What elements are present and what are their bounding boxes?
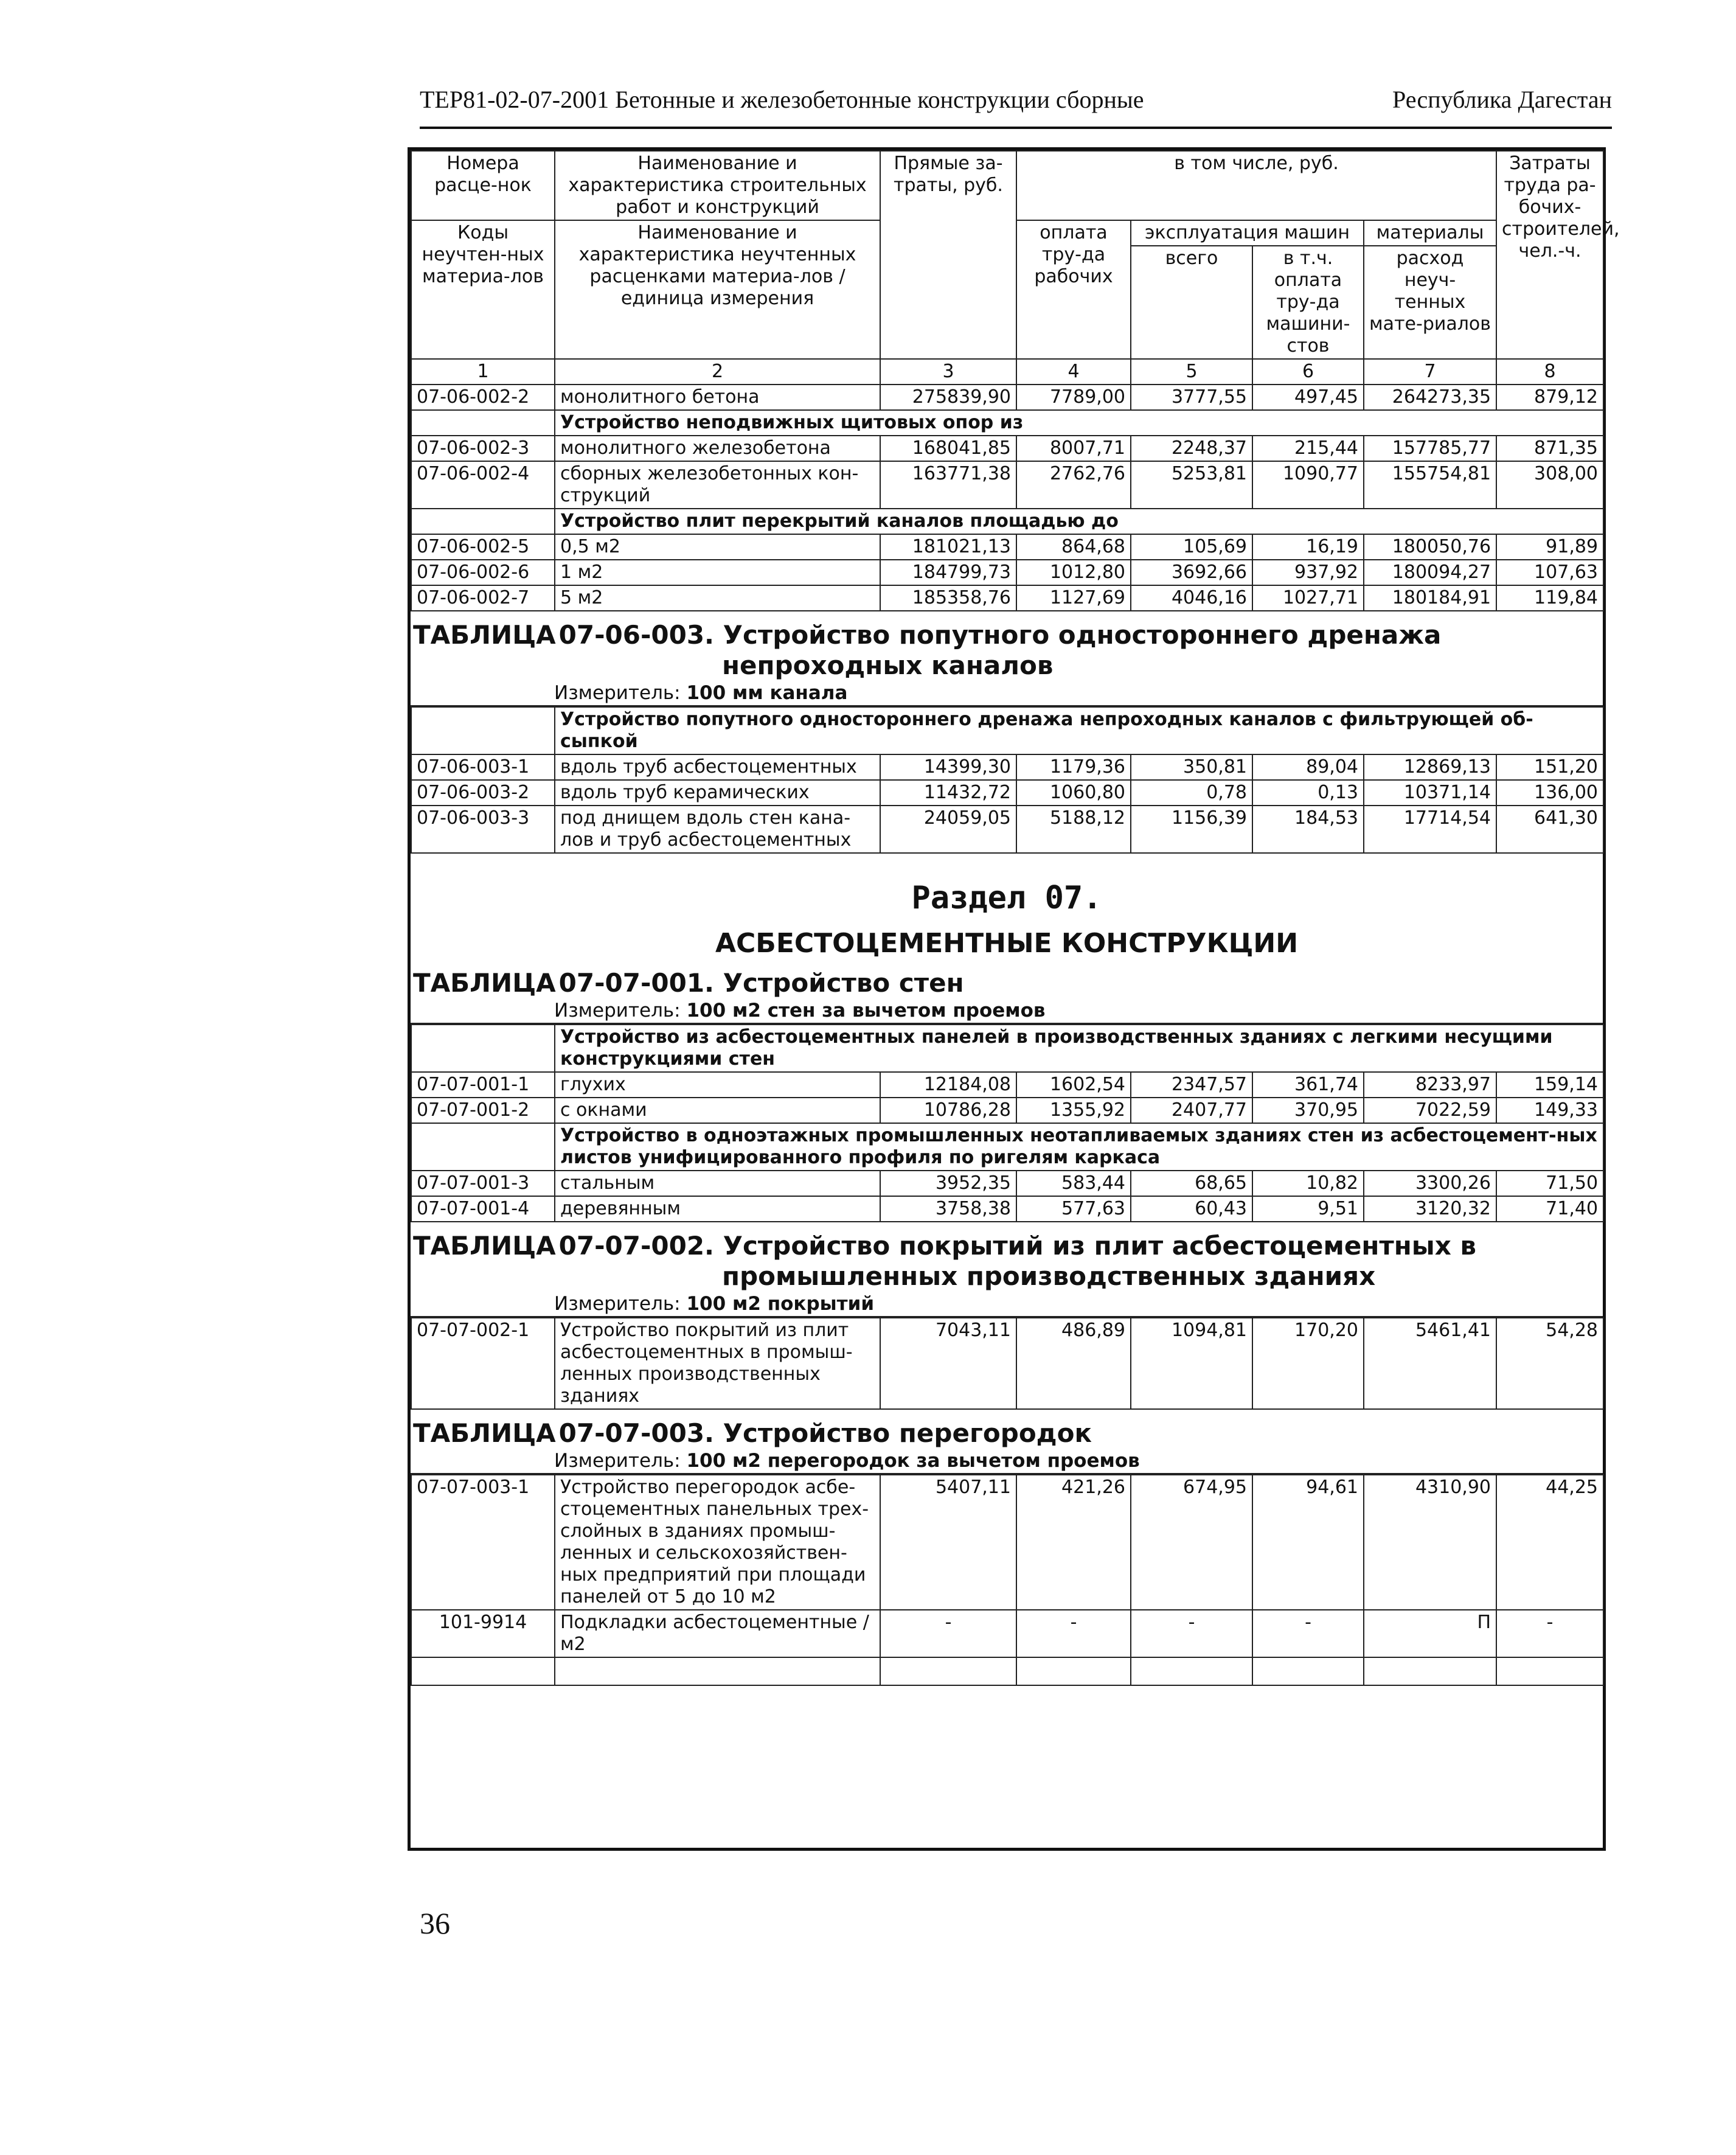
work-name: монолитного железобетона (555, 436, 880, 461)
table-row-empty (411, 1657, 1603, 1685)
machines-total: 105,69 (1131, 534, 1252, 560)
materials: 17714,54 (1364, 806, 1496, 853)
col-num: 5 (1131, 359, 1252, 385)
col-header-direct-costs: Прямые за-траты, руб. (880, 151, 1016, 359)
machines-total: 1156,39 (1131, 806, 1252, 853)
machines-total: 4046,16 (1131, 585, 1252, 611)
operator-pay: 170,20 (1252, 1318, 1364, 1409)
table-code: 07-06-003. (558, 620, 715, 650)
labor: 151,20 (1496, 754, 1603, 780)
labor: 71,50 (1496, 1171, 1603, 1196)
group-title: Устройство в одноэтажных промышленных неотапливаемых зданиях стен из асбестоцемент-ных листов унифицированного профиля по ригелям каркаса (555, 1123, 1603, 1171)
labor: 641,30 (1496, 806, 1603, 853)
table-row (411, 1072, 1603, 1098)
col-num: 3 (880, 359, 1016, 385)
table-name: Устройство перегородок (723, 1418, 1092, 1448)
main-frame (408, 147, 1620, 1851)
blank-cell (411, 410, 555, 436)
rate-code: 07-06-003-2 (411, 780, 555, 806)
blank-cell (1131, 1657, 1252, 1685)
blank-cell (1496, 1657, 1603, 1685)
rate-code: 07-06-002-2 (411, 385, 555, 410)
labor: 136,00 (1496, 780, 1603, 806)
measure-value: 100 м2 стен за вычетом проемов (686, 1000, 1046, 1022)
blank-cell (555, 1657, 880, 1685)
operator-pay: 937,92 (1252, 560, 1364, 585)
table-code: 07-07-001. (558, 968, 715, 998)
section-subtitle: АСБЕСТОЦЕМЕНТНЫЕ КОНСТРУКЦИИ (715, 928, 1299, 959)
blank-cell (411, 509, 555, 534)
group-title: Устройство из асбестоцементных панелей в производственных зданиях с легкими несущими конструкциями стен (555, 1025, 1603, 1072)
materials: 157785,77 (1364, 436, 1496, 461)
direct-costs: 3758,38 (880, 1196, 1016, 1222)
table-code: 07-07-003. (558, 1418, 715, 1448)
work-name: стальным (555, 1171, 880, 1196)
direct-costs: 24059,05 (880, 806, 1016, 853)
work-name: 0,5 м2 (555, 534, 880, 560)
direct-costs: 185358,76 (880, 585, 1016, 611)
labor: 879,12 (1496, 385, 1603, 410)
table-row (411, 461, 1603, 509)
rates-table-top (411, 150, 1620, 611)
rate-code: 07-07-001-2 (411, 1098, 555, 1123)
column-number-row (411, 359, 1603, 385)
labor: 71,40 (1496, 1196, 1603, 1222)
operator-pay: 94,61 (1252, 1475, 1364, 1610)
worker-pay: 1179,36 (1016, 754, 1131, 780)
labor: 107,63 (1496, 560, 1603, 585)
worker-pay: 1127,69 (1016, 585, 1131, 611)
table-label: ТАБЛИЦА (413, 968, 556, 998)
col-num: 1 (411, 359, 555, 385)
rate-code: 07-07-003-1 (411, 1475, 555, 1610)
direct-costs: 163771,38 (880, 461, 1016, 509)
work-name: деревянным (555, 1196, 880, 1222)
rates-table-07-07-002 (411, 1317, 1604, 1410)
table-label: ТАБЛИЦА (413, 1418, 556, 1448)
machines-total: 3692,66 (1131, 560, 1252, 585)
material-name: Подкладки асбестоцементные / м2 (555, 1610, 880, 1657)
measure-unit (411, 1449, 1603, 1474)
table-row (411, 436, 1603, 461)
direct-costs: 14399,30 (880, 754, 1016, 780)
table-label: ТАБЛИЦА (413, 620, 556, 650)
direct-costs: 168041,85 (880, 436, 1016, 461)
table-title (411, 611, 1603, 681)
machines-total: - (1131, 1610, 1252, 1657)
worker-pay: 1012,80 (1016, 560, 1131, 585)
running-header (420, 85, 1612, 128)
table-row (411, 780, 1603, 806)
col-header-materials: материалы (1364, 220, 1496, 246)
materials: П (1364, 1610, 1496, 1657)
worker-pay: 5188,12 (1016, 806, 1131, 853)
table-row (411, 585, 1603, 611)
rate-code: 07-06-002-7 (411, 585, 555, 611)
direct-costs: 10786,28 (880, 1098, 1016, 1123)
blank-cell (411, 707, 555, 754)
measure-label: Измеритель: (554, 682, 681, 704)
materials: 5461,41 (1364, 1318, 1496, 1409)
rate-code: 07-07-001-3 (411, 1171, 555, 1196)
materials: 180050,76 (1364, 534, 1496, 560)
rates-table-07-06-003 (411, 706, 1604, 854)
materials: 264273,35 (1364, 385, 1496, 410)
materials: 4310,90 (1364, 1475, 1496, 1610)
table-row (411, 1610, 1603, 1657)
table-name: Устройство стен (723, 968, 964, 998)
machines-total: 2248,37 (1131, 436, 1252, 461)
materials: 10371,14 (1364, 780, 1496, 806)
materials: 180094,27 (1364, 560, 1496, 585)
rates-table-07-07-003 (411, 1474, 1604, 1686)
blank-cell (1016, 1657, 1131, 1685)
work-name: вдоль труб асбестоцементных (555, 754, 880, 780)
rate-code: 07-07-001-1 (411, 1072, 555, 1098)
col-header-unaccounted: расход неуч-тенных мате-риалов (1364, 246, 1496, 359)
work-name: под днищем вдоль стен кана-лов и труб асбестоцементных (555, 806, 880, 853)
work-name: Устройство покрытий из плит асбестоцементных в промыш-ленных производственных зданиях (555, 1318, 880, 1409)
col-num: 4 (1016, 359, 1131, 385)
work-name: 1 м2 (555, 560, 880, 585)
labor: 54,28 (1496, 1318, 1603, 1409)
col-header-worker-pay: оплата тру-да рабочих (1016, 220, 1131, 359)
materials: 155754,81 (1364, 461, 1496, 509)
operator-pay: 0,13 (1252, 780, 1364, 806)
col-header-labor: Затраты труда ра-бочих-строителей, чел.-ч. (1496, 151, 1603, 359)
document-title: ТЕР81-02-07-2001 Бетонные и железобетонные конструкции сборные (420, 86, 1144, 113)
direct-costs: - (880, 1610, 1016, 1657)
labor: 149,33 (1496, 1098, 1603, 1123)
rate-code: 07-07-001-4 (411, 1196, 555, 1222)
table-name: Устройство покрытий из плит асбестоцементных в (723, 1231, 1477, 1261)
rate-code: 07-06-002-6 (411, 560, 555, 585)
rate-code: 07-06-002-5 (411, 534, 555, 560)
table-title (411, 968, 1603, 998)
work-name: 5 м2 (555, 585, 880, 611)
section-title: Раздел 07. (911, 880, 1102, 916)
machines-total: 2347,57 (1131, 1072, 1252, 1098)
table-row (411, 1196, 1603, 1222)
col-header-machines: эксплуатация машин (1131, 220, 1364, 246)
page-number: 36 (420, 1906, 450, 1940)
worker-pay: 1602,54 (1016, 1072, 1131, 1098)
worker-pay: 2762,76 (1016, 461, 1131, 509)
measure-value: 100 м2 перегородок за вычетом проемов (686, 1450, 1140, 1472)
table-row (411, 560, 1603, 585)
col-header-material-codes: Коды неучтен-ных материа-лов (411, 220, 555, 359)
blank-cell (411, 1123, 555, 1171)
operator-pay: 1090,77 (1252, 461, 1364, 509)
table-row (411, 1171, 1603, 1196)
blank-cell (411, 1025, 555, 1072)
table-title (411, 1222, 1603, 1292)
col-header-including: в том числе, руб. (1016, 151, 1496, 220)
work-name: с окнами (555, 1098, 880, 1123)
col-header-operator-pay: в т.ч. оплата тру-да машини-стов (1252, 246, 1364, 359)
materials: 7022,59 (1364, 1098, 1496, 1123)
table-row (411, 385, 1603, 410)
materials: 180184,91 (1364, 585, 1496, 611)
work-name: вдоль труб керамических (555, 780, 880, 806)
group-title: Устройство неподвижных щитовых опор из (555, 410, 1603, 436)
work-name: глухих (555, 1072, 880, 1098)
col-header-rate-no: Номера расце-нок (411, 151, 555, 220)
materials: 8233,97 (1364, 1072, 1496, 1098)
operator-pay: 184,53 (1252, 806, 1364, 853)
blank-cell (411, 1657, 555, 1685)
measure-value: 100 мм канала (686, 682, 848, 704)
table-name: Устройство попутного одностороннего дренажа (723, 620, 1442, 650)
materials: 3120,32 (1364, 1196, 1496, 1222)
table-name-cont: промышленных производственных зданиях (722, 1261, 1376, 1291)
direct-costs: 181021,13 (880, 534, 1016, 560)
materials: 12869,13 (1364, 754, 1496, 780)
worker-pay: 577,63 (1016, 1196, 1131, 1222)
operator-pay: - (1252, 1610, 1364, 1657)
group-title: Устройство плит перекрытий каналов площадью до (555, 509, 1603, 534)
direct-costs: 11432,72 (880, 780, 1016, 806)
machines-total: 3777,55 (1131, 385, 1252, 410)
rate-code: 07-06-003-3 (411, 806, 555, 853)
region-name: Республика Дагестан (1392, 86, 1612, 113)
table-code: 07-07-002. (558, 1231, 715, 1261)
worker-pay: 864,68 (1016, 534, 1131, 560)
machines-total: 60,43 (1131, 1196, 1252, 1222)
operator-pay: 1027,71 (1252, 585, 1364, 611)
operator-pay: 370,95 (1252, 1098, 1364, 1123)
direct-costs: 184799,73 (880, 560, 1016, 585)
table-row (411, 1475, 1603, 1610)
table-row (411, 1318, 1603, 1409)
operator-pay: 89,04 (1252, 754, 1364, 780)
blank-cell (1252, 1657, 1364, 1685)
measure-unit (411, 681, 1603, 706)
section-heading (411, 854, 1603, 968)
table-row (411, 754, 1603, 780)
group-title: Устройство попутного одностороннего дренажа непроходных каналов с фильтрующей об-сыпкой (555, 707, 1603, 754)
worker-pay: 583,44 (1016, 1171, 1131, 1196)
labor: 308,00 (1496, 461, 1603, 509)
col-header-material-name: Наименование и характеристика неучтенных расценками материа-лов / единица измерения (555, 220, 880, 359)
direct-costs: 3952,35 (880, 1171, 1016, 1196)
col-header-work-name: Наименование и характеристика строительных работ и конструкций (555, 151, 880, 220)
operator-pay: 16,19 (1252, 534, 1364, 560)
rate-code: 07-06-002-3 (411, 436, 555, 461)
worker-pay: 421,26 (1016, 1475, 1131, 1610)
col-num: 7 (1364, 359, 1496, 385)
labor: 44,25 (1496, 1475, 1603, 1610)
operator-pay: 497,45 (1252, 385, 1364, 410)
material-code: 101-9914 (411, 1610, 555, 1657)
work-name: сборных железобетонных кон-струкций (555, 461, 880, 509)
rate-code: 07-07-002-1 (411, 1318, 555, 1409)
operator-pay: 10,82 (1252, 1171, 1364, 1196)
work-name: монолитного бетона (555, 385, 880, 410)
worker-pay: - (1016, 1610, 1131, 1657)
labor: 159,14 (1496, 1072, 1603, 1098)
measure-unit (411, 1292, 1603, 1317)
table-name-cont: непроходных каналов (722, 650, 1054, 680)
table-label: ТАБЛИЦА (413, 1231, 556, 1261)
labor: 91,89 (1496, 534, 1603, 560)
col-header-machines-total: всего (1131, 246, 1252, 359)
table-row (411, 534, 1603, 560)
measure-value: 100 м2 покрытий (686, 1293, 875, 1315)
operator-pay: 9,51 (1252, 1196, 1364, 1222)
direct-costs: 275839,90 (880, 385, 1016, 410)
materials: 3300,26 (1364, 1171, 1496, 1196)
machines-total: 0,78 (1131, 780, 1252, 806)
blank-cell (1364, 1657, 1496, 1685)
measure-unit (411, 998, 1603, 1024)
direct-costs: 12184,08 (880, 1072, 1016, 1098)
worker-pay: 486,89 (1016, 1318, 1131, 1409)
machines-total: 68,65 (1131, 1171, 1252, 1196)
worker-pay: 8007,71 (1016, 436, 1131, 461)
operator-pay: 215,44 (1252, 436, 1364, 461)
worker-pay: 1355,92 (1016, 1098, 1131, 1123)
header-rule (420, 127, 1612, 129)
table-row (411, 806, 1603, 853)
labor: 871,35 (1496, 436, 1603, 461)
direct-costs: 5407,11 (880, 1475, 1016, 1610)
rates-table-07-07-001 (411, 1024, 1604, 1222)
measure-label: Измеритель: (554, 1293, 681, 1315)
measure-label: Измеритель: (554, 1450, 681, 1472)
worker-pay: 7789,00 (1016, 385, 1131, 410)
table-title (411, 1410, 1603, 1449)
measure-label: Измеритель: (554, 1000, 681, 1022)
col-num: 8 (1496, 359, 1603, 385)
operator-pay: 361,74 (1252, 1072, 1364, 1098)
worker-pay: 1060,80 (1016, 780, 1131, 806)
rate-code: 07-06-003-1 (411, 754, 555, 780)
blank-cell (880, 1657, 1016, 1685)
table-row (411, 1098, 1603, 1123)
machines-total: 674,95 (1131, 1475, 1252, 1610)
machines-total: 1094,81 (1131, 1318, 1252, 1409)
labor: - (1496, 1610, 1603, 1657)
machines-total: 350,81 (1131, 754, 1252, 780)
direct-costs: 7043,11 (880, 1318, 1016, 1409)
rate-code: 07-06-002-4 (411, 461, 555, 509)
col-num: 6 (1252, 359, 1364, 385)
work-name: Устройство перегородок асбе-стоцементных панельных трех-слойных в зданиях промыш-ленных и сельскохозяйствен-ных предприятий при площади панелей от 5 до 10 м2 (555, 1475, 880, 1610)
labor: 119,84 (1496, 585, 1603, 611)
machines-total: 2407,77 (1131, 1098, 1252, 1123)
col-num: 2 (555, 359, 880, 385)
machines-total: 5253,81 (1131, 461, 1252, 509)
